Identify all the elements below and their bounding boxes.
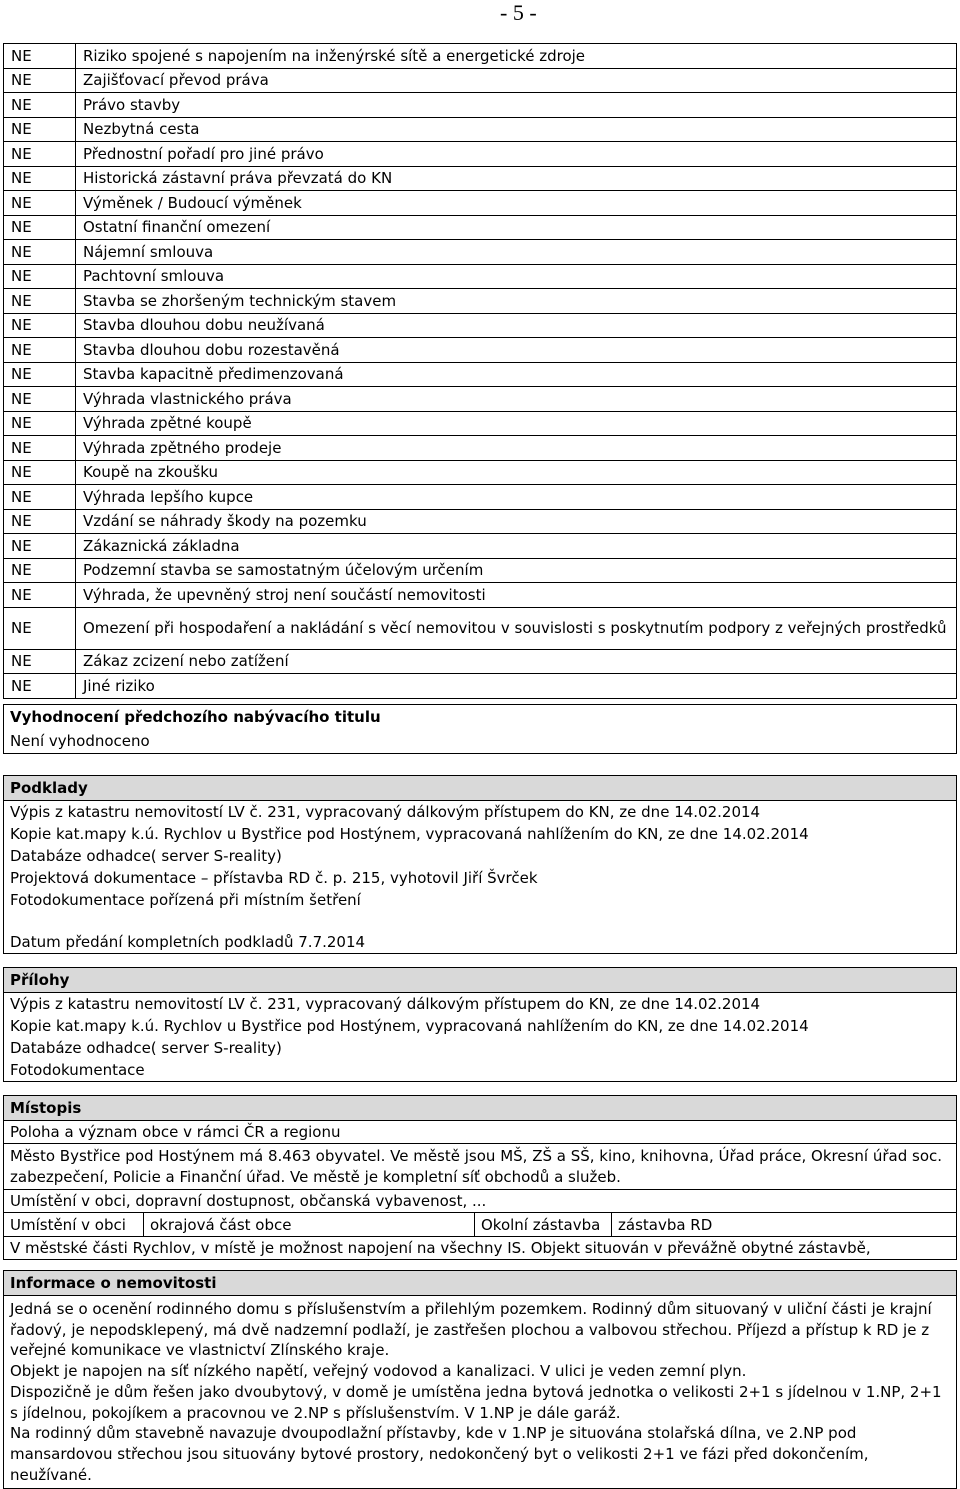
risk-label: Ostatní finanční omezení (76, 215, 957, 240)
risk-row (4, 44, 957, 69)
risk-flag: NE (4, 485, 76, 510)
risk-row (4, 485, 957, 510)
risk-label: Pachtovní smlouva (76, 264, 957, 289)
risk-row (4, 117, 957, 142)
risk-label: Výhrada zpětné koupě (76, 411, 957, 436)
risk-label: Vzdání se náhrady škody na pozemku (76, 509, 957, 534)
podklady-item: Fotodokumentace pořízená při místním šetření (10, 891, 361, 909)
risk-flag: NE (4, 313, 76, 338)
risk-row (4, 240, 957, 265)
risk-label: Nájemní smlouva (76, 240, 957, 265)
risk-flag: NE (4, 68, 76, 93)
risk-flag: NE (4, 93, 76, 118)
prilohy-title: Přílohy (4, 968, 956, 993)
risk-row (4, 362, 957, 387)
risk-label: Zákaznická základna (76, 534, 957, 559)
risk-flag: NE (4, 387, 76, 412)
risk-label: Podzemní stavba se samostatným účelovým určením (76, 558, 957, 583)
risk-row (4, 313, 957, 338)
risk-label: Právo stavby (76, 93, 957, 118)
risk-label: Výhrada zpětného prodeje (76, 436, 957, 461)
risk-row (4, 411, 957, 436)
risk-label: Nezbytná cesta (76, 117, 957, 142)
risk-row (4, 338, 957, 363)
prilohy-list (4, 993, 956, 1081)
risk-label: Zákaz zcizení nebo zatížení (76, 649, 957, 674)
risk-table (3, 43, 957, 699)
risk-row (4, 460, 957, 485)
risk-flag: NE (4, 534, 76, 559)
page-number: - 5 - (500, 0, 537, 25)
risk-row (4, 142, 957, 167)
risk-row (4, 264, 957, 289)
podklady-list (4, 801, 956, 911)
risk-flag: NE (4, 166, 76, 191)
risk-flag: NE (4, 558, 76, 583)
risk-flag: NE (4, 411, 76, 436)
risk-label: Stavba kapacitně předimenzovaná (76, 362, 957, 387)
placement-table (4, 1213, 956, 1237)
mistopis-subtitle: Poloha a význam obce v rámci ČR a regionu (4, 1121, 956, 1144)
risk-flag: NE (4, 142, 76, 167)
info-paragraph: Jedná se o ocenění rodinného domu s příslušenstvím a přilehlým pozemkem. Rodinný dům situovaný v uliční části je krajní řadový, je nepodsklepený, má dvě nadzemní podlaží, je zastřešen plochou a valbovou střechou. Příjezd a přístup k RD je z veřejné komunikace ve vlastnictví Zlínského kraje. (10, 1300, 932, 1360)
risk-label: Historická zástavní práva převzatá do KN (76, 166, 957, 191)
risk-row (4, 607, 957, 649)
risk-row (4, 93, 957, 118)
risk-row (4, 436, 957, 461)
evaluation-title: Vyhodnocení předchozího nabývacího titulu (4, 705, 956, 729)
risk-flag: NE (4, 674, 76, 699)
risk-row (4, 68, 957, 93)
risk-label: Stavba se zhoršeným technickým stavem (76, 289, 957, 314)
risk-flag: NE (4, 215, 76, 240)
evaluation-value: Není vyhodnoceno (10, 732, 150, 750)
risk-row (4, 166, 957, 191)
risk-row (4, 674, 957, 699)
risk-flag: NE (4, 649, 76, 674)
risk-flag: NE (4, 607, 76, 649)
risk-flag: NE (4, 338, 76, 363)
risk-label: Výhrada lepšího kupce (76, 485, 957, 510)
info-paragraph: Dispozičně je dům řešen jako dvoubytový, v domě je umístěna jedna bytová jednotka o velikosti 2+1 s jídelnou v 1.NP, 2+1 s jídelnou, pokojíkem a pracovnou ve 2.NP s příslušenstvím. V 1.NP je dále garáž. (10, 1382, 942, 1422)
risk-row (4, 583, 957, 608)
risk-flag: NE (4, 509, 76, 534)
risk-row (4, 289, 957, 314)
info-section (3, 1270, 957, 1489)
risk-label: Jiné riziko (76, 674, 957, 699)
mistopis-section (3, 1095, 957, 1260)
risk-row (4, 534, 957, 559)
podklady-section (3, 775, 957, 954)
handover-date: Datum předání kompletních podkladů 7.7.2014 (10, 933, 366, 951)
risk-label: Zajišťovací převod práva (76, 68, 957, 93)
risk-row (4, 509, 957, 534)
risk-label: Riziko spojené s napojením na inženýrské sítě a energetické zdroje (76, 44, 957, 69)
placement-text: V městské části Rychlov, v místě je možnost napojení na všechny IS. Objekt situován v převážně obytné zástavbě, (10, 1239, 871, 1258)
risk-flag: NE (4, 436, 76, 461)
podklady-item: Kopie kat.mapy k.ú. Rychlov u Bystřice pod Hostýnem, vypracovaná nahlížením do KN, ze dne 14.02.2014 (10, 825, 809, 843)
evaluation-section (3, 704, 957, 754)
surrounding-value: zástavba RD (612, 1213, 957, 1237)
risk-flag: NE (4, 191, 76, 216)
info-title: Informace o nemovitosti (4, 1271, 956, 1296)
risk-label: Výhrada vlastnického práva (76, 387, 957, 412)
mistopis-title: Místopis (4, 1096, 956, 1121)
risk-row (4, 558, 957, 583)
risk-flag: NE (4, 289, 76, 314)
podklady-item: Výpis z katastru nemovitostí LV č. 231, vypracovaný dálkovým přístupem do KN, ze dne 14.02.2014 (10, 803, 761, 821)
podklady-item: Projektová dokumentace – přístavba RD č. p. 215, vyhotovil Jiří Švrček (10, 869, 538, 887)
risk-label: Omezení při hospodaření a nakládání s věcí nemovitou v souvislosti s poskytnutím podpory z veřejných prostředků (76, 607, 957, 649)
risk-label: Stavba dlouhou dobu neužívaná (76, 313, 957, 338)
risk-flag: NE (4, 117, 76, 142)
risk-row (4, 649, 957, 674)
surrounding-label: Okolní zástavba (475, 1213, 612, 1237)
info-text (4, 1296, 956, 1488)
risk-row (4, 215, 957, 240)
risk-flag: NE (4, 460, 76, 485)
prilohy-section (3, 967, 957, 1082)
placement-value: okrajová část obce (144, 1213, 475, 1237)
risk-label: Přednostní pořadí pro jiné právo (76, 142, 957, 167)
risk-flag: NE (4, 362, 76, 387)
risk-row (4, 387, 957, 412)
podklady-item: Databáze odhadce( server S-reality) (10, 847, 282, 865)
risk-label: Stavba dlouhou dobu rozestavěná (76, 338, 957, 363)
risk-label: Koupě na zkoušku (76, 460, 957, 485)
risk-flag: NE (4, 44, 76, 69)
prilohy-item: Výpis z katastru nemovitostí LV č. 231, vypracovaný dálkovým přístupem do KN, ze dne 14.02.2014 (10, 995, 761, 1013)
prilohy-item: Kopie kat.mapy k.ú. Rychlov u Bystřice pod Hostýnem, vypracovaná nahlížením do KN, ze dne 14.02.2014 (10, 1017, 809, 1035)
risk-table-body (4, 44, 957, 699)
prilohy-item: Databáze odhadce( server S-reality) (10, 1039, 282, 1057)
risk-flag: NE (4, 583, 76, 608)
risk-label: Výhrada, že upevněný stroj není součástí nemovitosti (76, 583, 957, 608)
podklady-title: Podklady (4, 776, 956, 801)
placement-heading: Umístění v obci, dopravní dostupnost, občanská vybavenost, ... (4, 1190, 956, 1213)
risk-flag: NE (4, 240, 76, 265)
placement-label: Umístění v obci (4, 1213, 144, 1237)
info-paragraph: Objekt je napojen na síť nízkého napětí, veřejný vodovod a kanalizaci. V ulici je veden zemní plyn. (10, 1362, 747, 1381)
risk-row (4, 191, 957, 216)
prilohy-item: Fotodokumentace (10, 1061, 145, 1079)
town-description: Město Bystřice pod Hostýnem má 8.463 obyvatel. Ve městě jsou MŠ, ZŠ a SŠ, kino, knihovna, Úřad práce, Okresní úřad soc. zabezpečení, Policie a Finanční úřad. Ve městě je kompletní síť obchodů a služeb. (4, 1144, 956, 1190)
risk-label: Výměnek / Budoucí výměnek (76, 191, 957, 216)
info-paragraph: Na rodinný dům stavebně navazuje dvoupodlažní přístavby, kde v 1.NP je situována stolařská dílna, ve 2.NP pod mansardovou střechou jsou situovány bytové prostory, nedokončený byt o velikosti 2+1 ve fázi před dokončením, neužívané. (10, 1424, 869, 1484)
risk-flag: NE (4, 264, 76, 289)
